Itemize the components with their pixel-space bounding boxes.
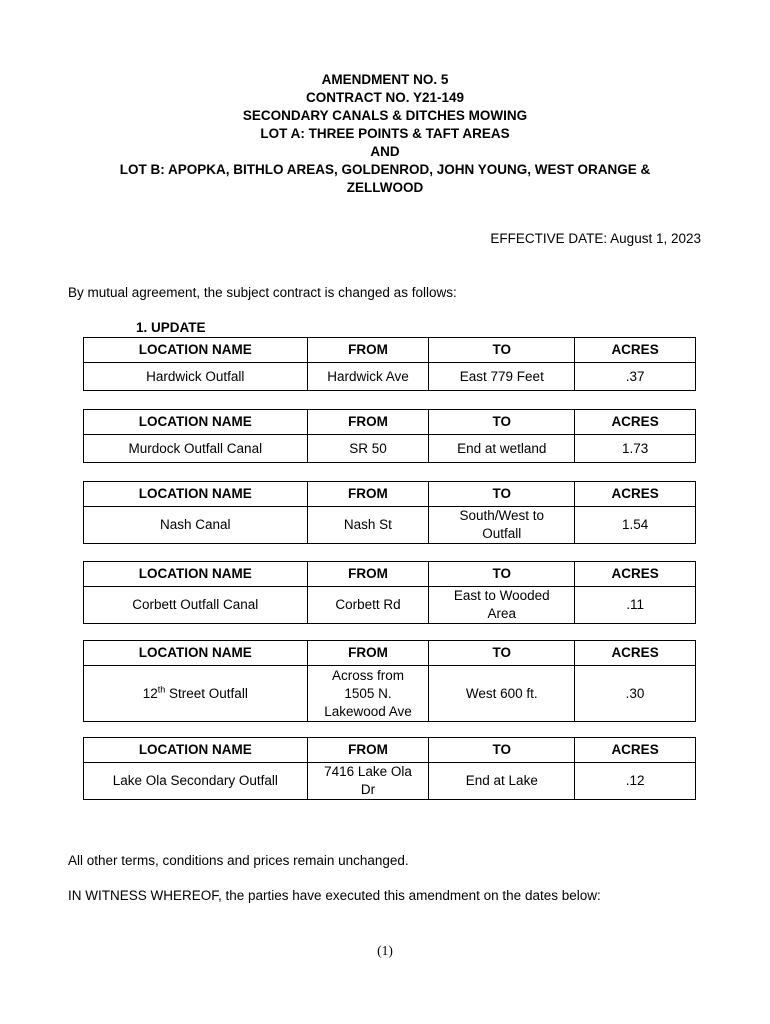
table-row	[84, 363, 696, 391]
to-cell: West 600 ft.	[429, 666, 575, 722]
location-name-header: LOCATION NAME	[84, 338, 308, 363]
from-header: FROM	[307, 482, 429, 507]
effective-date: EFFECTIVE DATE: August 1, 2023	[490, 231, 701, 246]
to-header: TO	[429, 338, 575, 363]
from-header: FROM	[307, 410, 429, 435]
table-header-row	[84, 410, 696, 435]
table-header-row	[84, 338, 696, 363]
acres-header: ACRES	[575, 641, 696, 666]
location-name-rest: Street Outfall	[165, 685, 248, 701]
amendment-title: AMENDMENT NO. 5	[321, 72, 449, 87]
location-table	[83, 737, 696, 800]
document-header	[0, 71, 770, 197]
table-row	[84, 435, 696, 463]
acres-header: ACRES	[575, 338, 696, 363]
page-number: (1)	[377, 943, 393, 958]
location-table	[83, 409, 696, 463]
acres-cell: .30	[575, 666, 696, 722]
location-name-cell: Corbett Outfall Canal	[84, 587, 308, 624]
location-name-header: LOCATION NAME	[84, 562, 308, 587]
location-name-header: LOCATION NAME	[84, 641, 308, 666]
from-cell: SR 50	[307, 435, 429, 463]
to-header: TO	[429, 482, 575, 507]
to-header: TO	[429, 641, 575, 666]
table-row	[84, 507, 696, 544]
acres-header: ACRES	[575, 738, 696, 763]
lot-b-line-continued: ZELLWOOD	[346, 180, 424, 195]
location-table	[83, 561, 696, 624]
location-table	[83, 337, 696, 391]
acres-cell: .37	[575, 363, 696, 391]
intro-paragraph: By mutual agreement, the subject contract is changed as follows:	[68, 285, 457, 300]
table-row	[84, 666, 696, 722]
contract-subject: SECONDARY CANALS & DITCHES MOWING	[242, 108, 528, 123]
acres-cell: .11	[575, 587, 696, 624]
location-table	[83, 640, 696, 722]
to-cell: End at Lake	[429, 763, 575, 800]
update-heading: 1. UPDATE	[136, 320, 206, 335]
from-cell: Across from 1505 N. Lakewood Ave	[307, 666, 429, 722]
from-cell: Hardwick Ave	[307, 363, 429, 391]
table-row	[84, 587, 696, 624]
location-name-header: LOCATION NAME	[84, 410, 308, 435]
acres-cell: .12	[575, 763, 696, 800]
acres-header: ACRES	[575, 482, 696, 507]
table-header-row	[84, 738, 696, 763]
acres-header: ACRES	[575, 410, 696, 435]
acres-cell: 1.54	[575, 507, 696, 544]
to-header: TO	[429, 410, 575, 435]
acres-cell: 1.73	[575, 435, 696, 463]
table-header-row	[84, 562, 696, 587]
to-cell: South/West to Outfall	[429, 507, 575, 544]
ordinal-suffix: th	[157, 684, 166, 694]
to-cell: End at wetland	[429, 435, 575, 463]
location-name-cell: Hardwick Outfall	[84, 363, 308, 391]
table-row	[84, 763, 696, 800]
location-name-cell	[84, 666, 308, 722]
witness-paragraph: IN WITNESS WHEREOF, the parties have executed this amendment on the dates below:	[68, 888, 601, 903]
and-line: AND	[370, 144, 400, 159]
lot-a-line: LOT A: THREE POINTS & TAFT AREAS	[260, 126, 510, 141]
from-header: FROM	[307, 641, 429, 666]
table-header-row	[84, 482, 696, 507]
from-header: FROM	[307, 338, 429, 363]
to-header: TO	[429, 738, 575, 763]
street-number: 12	[142, 685, 158, 701]
location-name-header: LOCATION NAME	[84, 738, 308, 763]
from-cell: 7416 Lake Ola Dr	[307, 763, 429, 800]
location-name-header: LOCATION NAME	[84, 482, 308, 507]
to-cell: East 779 Feet	[429, 363, 575, 391]
to-cell: East to Wooded Area	[429, 587, 575, 624]
from-header: FROM	[307, 562, 429, 587]
location-name-cell: Murdock Outfall Canal	[84, 435, 308, 463]
to-header: TO	[429, 562, 575, 587]
lot-b-line: LOT B: APOPKA, BITHLO AREAS, GOLDENROD, JOHN YOUNG, WEST ORANGE &	[119, 162, 651, 177]
acres-header: ACRES	[575, 562, 696, 587]
table-header-row	[84, 641, 696, 666]
location-name-cell: Nash Canal	[84, 507, 308, 544]
from-cell: Corbett Rd	[307, 587, 429, 624]
other-terms-paragraph: All other terms, conditions and prices remain unchanged.	[68, 853, 409, 868]
from-cell: Nash St	[307, 507, 429, 544]
from-header: FROM	[307, 738, 429, 763]
contract-number: CONTRACT NO. Y21-149	[305, 90, 465, 105]
location-table	[83, 481, 696, 544]
location-name-cell: Lake Ola Secondary Outfall	[84, 763, 308, 800]
